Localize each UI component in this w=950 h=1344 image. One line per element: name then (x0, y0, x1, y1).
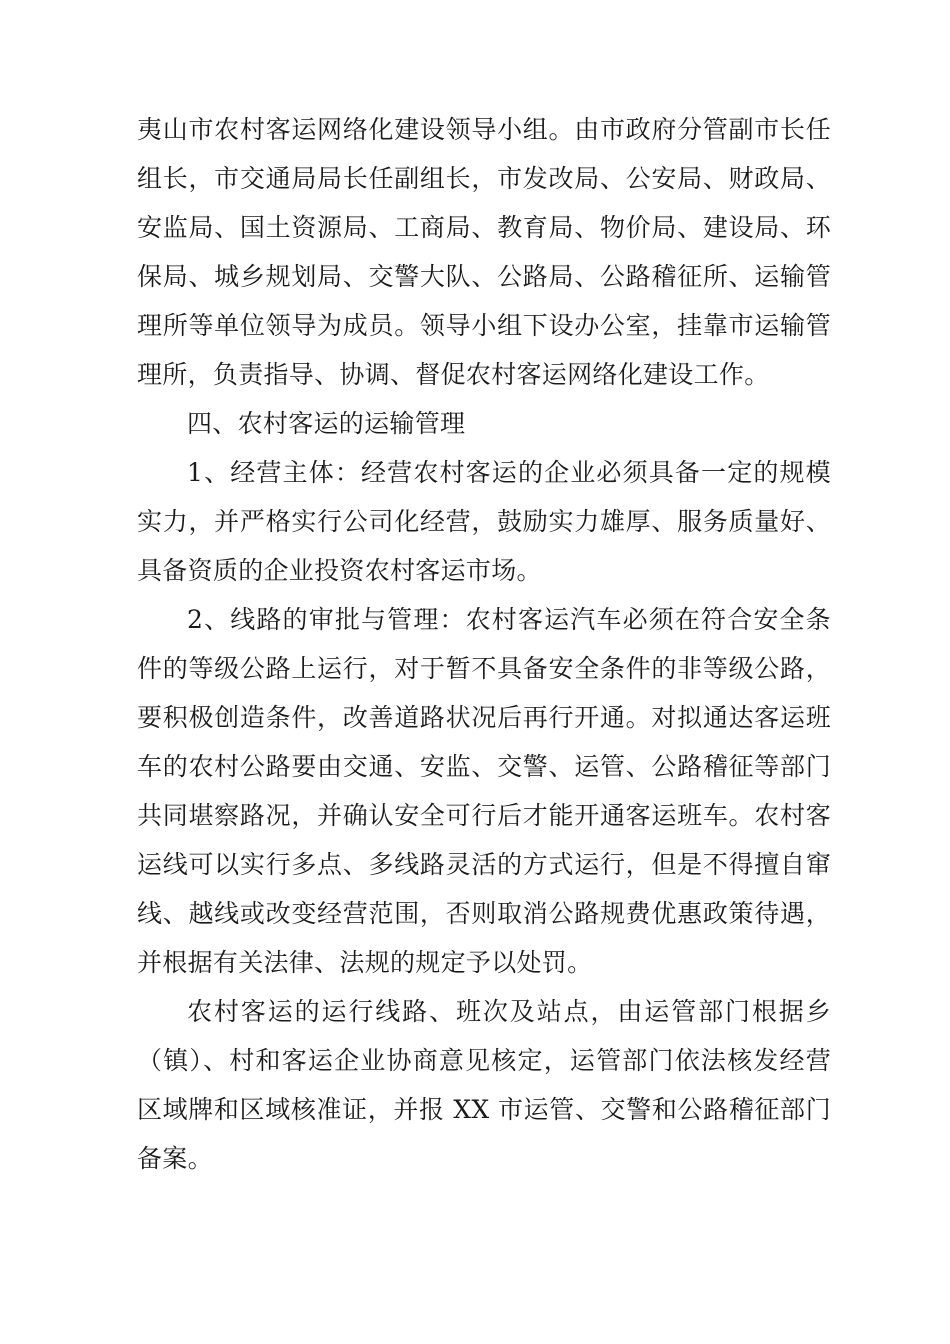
text-line: 共同堪察路况，并确认安全可行后才能开通客运班车。农村客 (137, 801, 831, 830)
text-line: 农村客运的运行线路、班次及站点，由运管部门根据乡 (187, 997, 831, 1026)
text-line: 理所，负责指导、协调、督促农村客运网络化建设工作。 (137, 360, 770, 389)
section-heading: 四、农村客运的运输管理 (187, 409, 466, 438)
text-line: 保局、城乡规划局、交警大队、公路局、公路稽征所、运输管 (137, 262, 831, 291)
text-line: 要积极创造条件，改善道路状况后再行开通。对拟通达客运班 (137, 703, 831, 732)
text-line: 1、经营主体：经营农村客运的企业必须具备一定的规模 (187, 458, 831, 487)
text-line: 组长，市交通局局长任副组长，市发改局、公安局、财政局、 (137, 164, 831, 193)
text-line: 理所等单位领导为成员。领导小组下设办公室，挂靠市运输管 (137, 311, 831, 340)
text-line: 并根据有关法律、法规的规定予以处罚。 (137, 948, 593, 977)
text-line: 2、线路的审批与管理：农村客运汽车必须在符合安全条 (187, 605, 831, 634)
text-line: 实力，并严格实行公司化经营，鼓励实力雄厚、服务质量好、 (137, 507, 831, 536)
text-line: （镇）、村和客运企业协商意见核定，运管部门依法核发经营 (137, 1046, 831, 1075)
document-body (137, 105, 831, 1183)
text-line: 运线可以实行多点、多线路灵活的方式运行，但是不得擅自窜 (137, 850, 831, 879)
text-line: 备案。 (137, 1144, 213, 1173)
text-line: 区域牌和区域核准证，并报 XX 市运管、交警和公路稽征部门 (137, 1095, 831, 1124)
text-line: 夷山市农村客运网络化建设领导小组。由市政府分管副市长任 (137, 115, 831, 144)
text-line: 车的农村公路要由交通、安监、交警、运管、公路稽征等部门 (137, 752, 831, 781)
text-line: 安监局、国土资源局、工商局、教育局、物价局、建设局、环 (137, 213, 831, 242)
text-line: 线、越线或改变经营范围，否则取消公路规费优惠政策待遇， (137, 899, 831, 928)
text-line: 具备资质的企业投资农村客运市场。 (137, 556, 542, 585)
text-line: 件的等级公路上运行，对于暂不具备安全条件的非等级公路， (137, 654, 831, 683)
